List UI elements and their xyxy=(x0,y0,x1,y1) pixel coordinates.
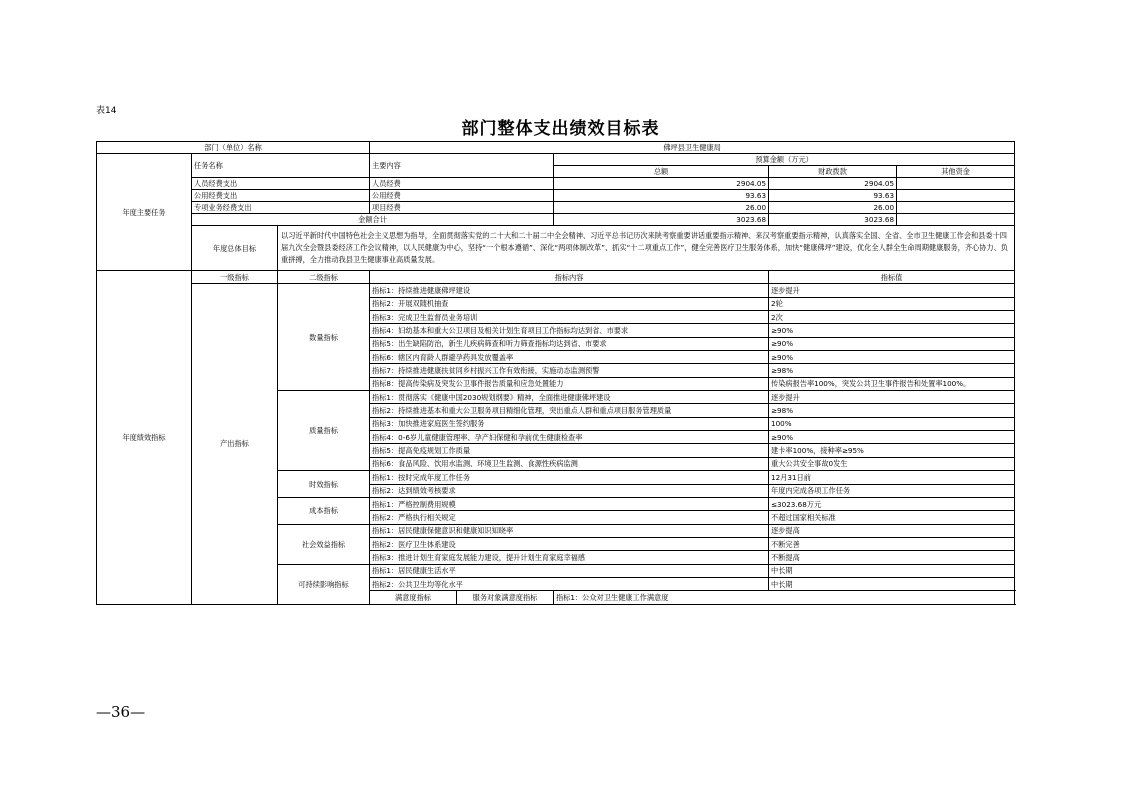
indicator-content: 指标1：按时完成年度工作任务 xyxy=(370,471,769,484)
page-title: 部门整体支出绩效目标表 xyxy=(461,119,660,139)
indicator-content: 指标4：妇幼基本和重大公卫项目及相关计划生育项目工作指标均达到省、市要求 xyxy=(370,324,769,337)
sum-other xyxy=(897,214,1015,226)
indicator-value: 12月31日前 xyxy=(769,471,1015,484)
indicator-value: 传染病报告率100%，突发公共卫生事件报告和处置率100%。 xyxy=(769,377,1015,390)
indicator-value: 中长期 xyxy=(769,577,1015,590)
level2-header: 二级指标 xyxy=(278,271,370,284)
indicator-value: ≤3023.68万元 xyxy=(769,497,1015,510)
indicator-content: 指标2：达到绩效考核要求 xyxy=(370,484,769,497)
indicator-value: 2轮 xyxy=(769,297,1015,310)
task-content: 人员经费 xyxy=(370,178,554,190)
quantity-indicator-label: 数量指标 xyxy=(278,284,370,391)
task-row xyxy=(97,178,1015,190)
page-number: —36— xyxy=(96,703,146,721)
task-row xyxy=(97,190,1015,202)
indicator-content: 指标5：提高免疫规划工作质量 xyxy=(370,444,769,457)
task-content-header: 主要内容 xyxy=(370,154,554,178)
dept-label: 部门（单位）名称 xyxy=(97,142,370,154)
indicator-content: 指标7：持续推进健康扶贫同乡村振兴工作有效衔接，实施动态监测预警 xyxy=(370,364,769,377)
indicator-content: 指标3：推进计划生育家庭发展能力建设，提升计划生育家庭幸福感 xyxy=(370,551,769,564)
fiscal-header: 财政拨款 xyxy=(769,166,897,178)
indicator-content: 指标1：严格控制费用规模 xyxy=(370,497,769,510)
indicator-content: 指标6：辖区内育龄人群避孕药具发放覆盖率 xyxy=(370,351,769,364)
indicator-value: 重大公共安全事故0发生 xyxy=(769,457,1015,470)
indicator-value: 年度内完成各项工作任务 xyxy=(769,484,1015,497)
task-total: 93.63 xyxy=(554,190,769,202)
budget-header: 预算金额（万元） xyxy=(554,154,1015,166)
task-content: 公用经费 xyxy=(370,190,554,202)
indicator-content: 指标2：医疗卫生体系建设 xyxy=(370,537,769,550)
indicator-content: 指标3：加快推进家庭医生签约服务 xyxy=(370,417,769,430)
task-other xyxy=(897,190,1015,202)
indicator-value: 不超过国家相关标准 xyxy=(769,511,1015,524)
performance-target-table xyxy=(96,141,1015,605)
objective-text: 以习近平新时代中国特色社会主义思想为指导，全面贯彻落实党的二十大和二十届二中全会精神、习近平总书记历次来陕考察重要讲话重要指示精神、来汉考察重要指示精神，认真落实全国、全省、全市卫生健康工作会和县委十四届九次全会暨县委经济工作会议精神，以人民健康为中心，坚持“一个根本遵循”、深化“两项体制改革”、抓实“十二项重点工作”，健全完善医疗卫生服务体系，加快“健康佛坪”建设，优化全人群全生命周期健康服务，齐心协力、负重拼搏，全力推动我县卫生健康事业高质量发展。 xyxy=(278,226,1015,271)
level1-header: 一级指标 xyxy=(192,271,278,284)
indicator-value: 逐步提高 xyxy=(769,524,1015,537)
sum-total: 3023.68 xyxy=(554,214,769,226)
sum-fiscal: 3023.68 xyxy=(769,214,897,226)
indicator-value: ≥98% xyxy=(769,404,1015,417)
task-name-header: 任务名称 xyxy=(192,154,370,178)
output-indicator-label: 产出指标 xyxy=(192,284,278,604)
indicator-content: 指标1：持续推进健康佛坪建设 xyxy=(370,284,769,297)
task-other xyxy=(897,202,1015,214)
objective-row xyxy=(97,226,1015,271)
task-fiscal: 2904.05 xyxy=(769,178,897,190)
indicator-content: 指标3：完成卫生监督员业务培训 xyxy=(370,311,769,324)
task-content: 项目经费 xyxy=(370,202,554,214)
indicator-content: 指标4：0-6岁儿童健康管理率、孕产妇保健和孕前优生健康检查率 xyxy=(370,431,769,444)
indicator-content-header: 指标内容 xyxy=(370,271,769,284)
table-label: 表14 xyxy=(96,106,117,116)
indicator-value: ≥98% xyxy=(769,364,1015,377)
task-name: 人员经费支出 xyxy=(192,178,370,190)
task-total: 2904.05 xyxy=(554,178,769,190)
indicator-header-row xyxy=(97,271,1015,284)
task-other xyxy=(897,178,1015,190)
tasks-section-label: 年度主要任务 xyxy=(97,154,192,271)
sum-label: 金额合计 xyxy=(192,214,554,226)
dept-value: 佛坪县卫生健康局 xyxy=(370,142,1015,154)
indicator-value: ≥90% xyxy=(769,324,1015,337)
indicator-value: 100% xyxy=(769,417,1015,430)
indicator-value: 不断完善 xyxy=(769,537,1015,550)
task-fiscal: 93.63 xyxy=(769,190,897,202)
indicator-value: ≥90% xyxy=(769,431,1015,444)
task-row xyxy=(97,202,1015,214)
indicator-content: 指标5：出生缺陷防治，新生儿疾病筛查和听力筛查指标均达到省、市要求 xyxy=(370,337,769,350)
indicator-value: 逐步提升 xyxy=(769,284,1015,297)
indicators-section-label: 年度绩效指标 xyxy=(97,271,192,605)
indicator-content: 指标8：提高传染病及突发公卫事件报告质量和应急处置能力 xyxy=(370,377,769,390)
indicator-content: 指标1：贯彻落实《健康中国2030规划纲要》精神，全面推进健康佛坪建设 xyxy=(370,391,769,404)
indicator-value: 不断提高 xyxy=(769,551,1015,564)
indicator-value: ≥90% xyxy=(769,337,1015,350)
task-name: 专项业务经费支出 xyxy=(192,202,370,214)
task-total: 26.00 xyxy=(554,202,769,214)
indicator-content: 指标2：严格执行相关规定 xyxy=(370,511,769,524)
indicator-row xyxy=(97,284,1015,297)
total-header: 总额 xyxy=(554,166,769,178)
indicator-value: 逐步提升 xyxy=(769,391,1015,404)
indicator-value: 2次 xyxy=(769,311,1015,324)
other-funds-header: 其他资金 xyxy=(897,166,1015,178)
indicator-value: 中长期 xyxy=(769,564,1015,577)
social-benefit-indicator-label: 社会效益指标 xyxy=(278,524,370,564)
satisfaction-indicator-label: 满意度指标 xyxy=(370,591,457,604)
indicator-content: 指标2：公共卫生均等化水平 xyxy=(370,577,769,590)
indicator-content: 指标6：食品风险、饮用水监测、环境卫生监测、食源性疾病监测 xyxy=(370,457,769,470)
objective-label: 年度总体目标 xyxy=(192,226,278,271)
indicator-content: 指标2：持续推进基本和重大公卫服务项目精细化管理，突出重点人群和重点项目服务管理质量 xyxy=(370,404,769,417)
indicator-value-header: 指标值 xyxy=(769,271,1015,284)
timeliness-indicator-label: 时效指标 xyxy=(278,471,370,498)
quality-indicator-label: 质量指标 xyxy=(278,391,370,471)
indicator-content: 指标1：居民健康生活水平 xyxy=(370,564,769,577)
service-satisfaction-indicator-label: 服务对象满意度指标 xyxy=(457,591,554,604)
indicator-value: ≥90% xyxy=(769,351,1015,364)
dept-row xyxy=(97,142,1015,154)
indicator-content: 指标1：居民健康保健意识和健康知识知晓率 xyxy=(370,524,769,537)
task-fiscal: 26.00 xyxy=(769,202,897,214)
indicator-value: 建卡率100%，接种率≥95% xyxy=(769,444,1015,457)
cost-indicator-label: 成本指标 xyxy=(278,497,370,524)
indicator-content: 指标2：开展双随机抽查 xyxy=(370,297,769,310)
indicator-content: 指标1：公众对卫生健康工作满意度 xyxy=(554,591,1015,604)
sustainable-impact-indicator-label: 可持续影响指标 xyxy=(278,564,370,604)
task-name: 公用经费支出 xyxy=(192,190,370,202)
sum-row xyxy=(97,214,1015,226)
task-header-row xyxy=(97,154,1015,166)
